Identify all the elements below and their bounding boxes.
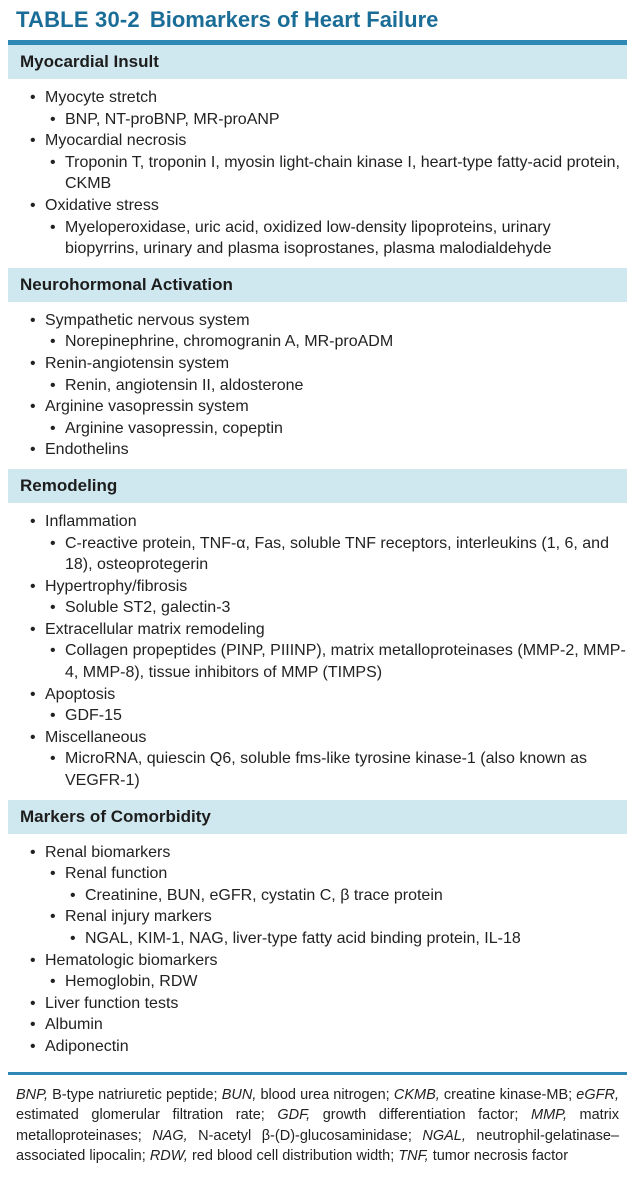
category-item: [8, 842, 627, 950]
bullet-icon: •: [30, 685, 36, 703]
bullet-icon: •: [50, 750, 56, 768]
category-item-text: Arginine vasopressin system: [45, 398, 249, 416]
footnote-abbreviation: BNP,: [16, 1086, 48, 1103]
category-list: [8, 87, 627, 260]
category-item-text: Adiponectin: [45, 1037, 129, 1055]
section-body: [8, 79, 627, 268]
sub-biomarker-item: [65, 885, 627, 907]
category-item-text: Myocyte stretch: [45, 89, 158, 106]
category-list: [8, 511, 627, 792]
bullet-icon: •: [30, 512, 36, 530]
bullet-icon: •: [50, 419, 56, 437]
biomarker-item-text: Renin, angiotensin II, aldosterone: [65, 376, 304, 394]
category-item: [8, 130, 627, 195]
footnote-definition: red blood cell distribution width;: [187, 1148, 399, 1165]
category-item: [8, 87, 627, 130]
category-item-text: Inflammation: [45, 512, 137, 530]
biomarker-list: [45, 217, 627, 260]
sub-biomarker-item-text: Creatinine, BUN, eGFR, cystatin C, β trace protein: [85, 886, 443, 904]
footnote-definition: creatine kinase-MB;: [439, 1086, 577, 1103]
bullet-icon: •: [30, 577, 36, 595]
footnote-definition: tumor necrosis factor: [428, 1148, 569, 1165]
table-body: [8, 45, 627, 1066]
category-item-text: Hematologic biomarkers: [45, 951, 218, 969]
bullet-icon: •: [30, 1016, 36, 1034]
bullet-icon: •: [30, 89, 36, 106]
bullet-icon: •: [30, 994, 36, 1012]
footnote-definition: B-type natriuretic peptide;: [47, 1086, 222, 1103]
category-list: [8, 310, 627, 461]
biomarker-list: [45, 331, 627, 353]
biomarker-list: [45, 375, 627, 397]
category-item: [8, 353, 627, 396]
biomarker-item: [45, 597, 627, 619]
footnote-abbreviation: GDF,: [277, 1107, 311, 1124]
bullet-icon: •: [30, 441, 36, 459]
section-heading: Neurohormonal Activation: [8, 268, 627, 302]
section-body: [8, 302, 627, 469]
table-title: Biomarkers of Heart Failure: [149, 7, 439, 32]
biomarker-item-text: Hemoglobin, RDW: [65, 973, 198, 991]
footnote-abbreviation: CKMB,: [393, 1086, 440, 1103]
footnote-definition: blood urea nitrogen;: [256, 1086, 394, 1103]
biomarker-item-text: Troponin T, troponin I, myosin light-chain kinase I, heart-type fatty-acid protein, CKMB: [65, 153, 620, 193]
bullet-icon: •: [50, 534, 56, 552]
bullet-icon: •: [50, 865, 56, 883]
category-item: [8, 1036, 627, 1058]
category-item: [8, 511, 627, 576]
category-item: [8, 727, 627, 792]
category-item-text: Apoptosis: [45, 685, 116, 703]
category-item: [8, 1014, 627, 1036]
bullet-icon: •: [50, 218, 56, 236]
biomarker-list: [45, 109, 627, 131]
footnote-definition: N-acetyl β-(D)-glucosaminidase;: [187, 1127, 423, 1144]
biomarker-item: [45, 331, 627, 353]
bullet-icon: •: [70, 886, 76, 904]
biomarker-item: [45, 375, 627, 397]
category-item-text: Extracellular matrix remodeling: [45, 620, 265, 638]
footnote-definition: neutrophil-gelatinase–associated lipocalin;: [16, 1127, 619, 1165]
bullet-icon: •: [50, 333, 56, 351]
category-item: [8, 950, 627, 993]
biomarker-list: [45, 971, 627, 993]
biomarker-item-text: Renal function: [65, 865, 168, 883]
bullet-icon: •: [30, 1037, 36, 1055]
bullet-icon: •: [30, 398, 36, 416]
bullet-icon: •: [30, 620, 36, 638]
biomarker-list: [45, 748, 627, 791]
biomarker-item: [45, 748, 627, 791]
footnote-abbreviation: NGAL,: [422, 1127, 466, 1144]
bullet-icon: •: [30, 951, 36, 969]
section-heading: Myocardial Insult: [8, 45, 627, 79]
bullet-icon: •: [50, 599, 56, 617]
bullet-icon: •: [30, 354, 36, 372]
section-heading: Markers of Comorbidity: [8, 800, 627, 834]
table-title-row: [8, 0, 627, 40]
footnote-abbreviation: eGFR,: [576, 1086, 619, 1103]
biomarker-list: [45, 863, 627, 949]
category-item-text: Oxidative stress: [45, 196, 159, 214]
footnote-abbreviation: TNF,: [398, 1148, 429, 1165]
bullet-icon: •: [70, 930, 76, 947]
bullet-icon: •: [50, 110, 56, 128]
biomarker-item: [45, 971, 627, 993]
bullet-icon: •: [50, 707, 56, 725]
footnote-abbreviation: NAG,: [152, 1127, 188, 1144]
category-item: [8, 439, 627, 461]
bullet-icon: •: [50, 642, 56, 660]
category-item: [8, 684, 627, 727]
biomarker-item-text: Soluble ST2, galectin-3: [65, 599, 231, 617]
biomarker-list: [45, 640, 627, 683]
biomarker-item: [45, 109, 627, 131]
footnote-abbreviation: RDW,: [149, 1148, 188, 1165]
biomarker-item-text: Renal injury markers: [65, 908, 212, 926]
category-item-text: Renin-angiotensin system: [45, 354, 230, 372]
biomarker-item-text: Myeloperoxidase, uric acid, oxidized low-density lipoproteins, urinary biopyrrins, urinary and plasma isoprostanes, plasma malodialdehyde: [65, 218, 552, 258]
footnote-abbreviation: MMP,: [530, 1107, 567, 1124]
bullet-icon: •: [50, 376, 56, 394]
category-item-text: Liver function tests: [45, 994, 179, 1012]
biomarker-item-text: GDF-15: [65, 707, 122, 725]
category-item: [8, 310, 627, 353]
category-list: [8, 842, 627, 1058]
footnote-definition: matrix metalloproteinases;: [16, 1107, 620, 1144]
bullet-icon: •: [50, 908, 56, 926]
biomarker-item-text: BNP, NT-proBNP, MR-proANP: [65, 110, 280, 128]
sub-biomarker-item: [65, 928, 627, 950]
category-item-text: Myocardial necrosis: [45, 132, 187, 150]
biomarker-item: [45, 705, 627, 727]
table-number: TABLE 30-2: [16, 7, 140, 32]
biomarker-list: [45, 418, 627, 440]
category-item-text: Albumin: [45, 1016, 103, 1034]
category-item-text: Sympathetic nervous system: [45, 311, 250, 329]
biomarker-list: [45, 705, 627, 727]
biomarker-item-text: Collagen propeptides (PINP, PIIINP), matrix metalloproteinases (MMP-2, MMP-4, MMP-8), tissue inhibitors of MMP (TIMPS): [65, 642, 626, 682]
biomarker-list: [45, 597, 627, 619]
category-item: [8, 993, 627, 1015]
bullet-icon: •: [30, 196, 36, 214]
biomarker-item-text: Norepinephrine, chromogranin A, MR-proADM: [65, 333, 394, 351]
category-item: [8, 619, 627, 684]
biomarker-list: [45, 152, 627, 195]
section-body: [8, 503, 627, 800]
bullet-icon: •: [50, 973, 56, 991]
biomarker-item: [45, 418, 627, 440]
biomarker-item-text: Arginine vasopressin, copeptin: [65, 419, 283, 437]
footnote-definition: estimated glomerular filtration rate;: [16, 1107, 278, 1124]
biomarker-item: [45, 863, 627, 906]
category-item-text: Miscellaneous: [45, 728, 147, 746]
bullet-icon: •: [30, 311, 36, 329]
bullet-icon: •: [30, 843, 36, 861]
biomarker-item: [45, 533, 627, 576]
sub-biomarker-item-text: NGAL, KIM-1, NAG, liver-type fatty acid binding protein, IL-18: [85, 930, 521, 947]
section-heading: Remodeling: [8, 469, 627, 503]
category-item-text: Endothelins: [45, 441, 129, 459]
biomarker-list: [45, 533, 627, 576]
bullet-icon: •: [30, 132, 36, 150]
biomarker-item: [45, 906, 627, 949]
biomarker-item-text: MicroRNA, quiescin Q6, soluble fms-like tyrosine kinase-1 (also known as VEGFR-1): [65, 750, 587, 790]
bullet-icon: •: [50, 153, 56, 171]
footnote-abbreviation: BUN,: [221, 1086, 257, 1103]
biomarker-item: [45, 152, 627, 195]
category-item: [8, 195, 627, 260]
biomarker-item: [45, 640, 627, 683]
sub-biomarker-list: [65, 885, 627, 907]
footnote: [8, 1075, 627, 1167]
sub-biomarker-list: [65, 928, 627, 950]
category-item-text: Renal biomarkers: [45, 843, 171, 861]
biomarker-item-text: C-reactive protein, TNF-α, Fas, soluble TNF receptors, interleukins (1, 6, and 18), osteoprotegerin: [65, 534, 609, 574]
biomarker-item: [45, 217, 627, 260]
category-item: [8, 396, 627, 439]
category-item: [8, 576, 627, 619]
footnote-definition: growth differentiation factor;: [310, 1107, 531, 1124]
section-body: [8, 834, 627, 1066]
category-item-text: Hypertrophy/fibrosis: [45, 577, 188, 595]
bullet-icon: •: [30, 728, 36, 746]
